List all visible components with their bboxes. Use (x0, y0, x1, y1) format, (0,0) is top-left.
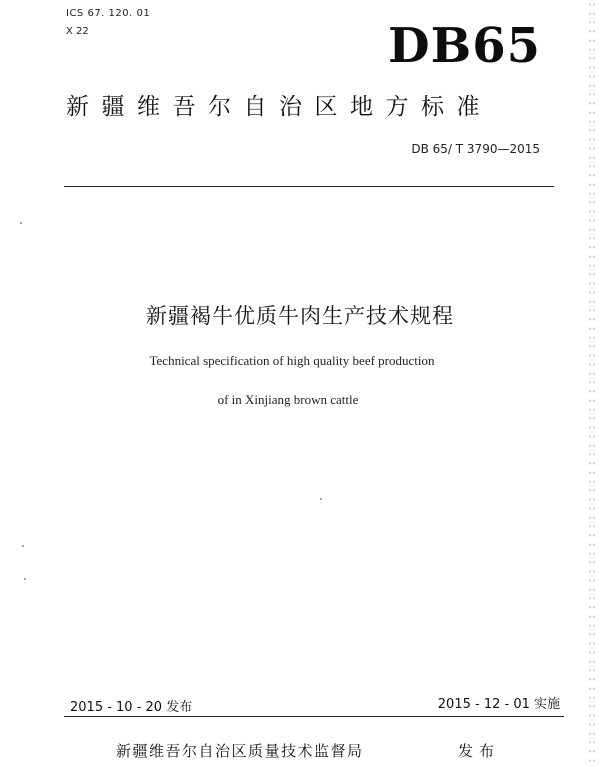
classification-code: X 22 (66, 26, 89, 37)
document-title-chinese: 新疆褐牛优质牛肉生产技术规程 (146, 304, 454, 328)
scan-edge-artifact (588, 0, 596, 767)
document-title-english-line1: Technical specification of high quality beef production (149, 353, 435, 368)
issue-label: 发布 (458, 742, 501, 760)
standard-number: DB 65/ T 3790—2015 (411, 142, 540, 156)
footer-divider (64, 716, 564, 717)
issuing-authority: 新疆维吾尔自治区质量技术监督局 (116, 742, 364, 760)
scan-speck (320, 498, 322, 500)
issue-date: 2015 - 10 - 20 发布 (70, 700, 193, 715)
ics-code: ICS 67. 120. 01 (66, 8, 151, 19)
document-title-english-line2: of in Xinjiang brown cattle (217, 392, 359, 407)
scan-speck (22, 545, 24, 547)
header-divider (64, 186, 554, 187)
scan-speck (24, 578, 26, 580)
standard-type-heading: 新疆维吾尔自治区地方标准 (66, 94, 492, 120)
db65-logo: DB65 (388, 18, 541, 74)
scan-speck (20, 222, 22, 224)
implementation-date: 2015 - 12 - 01 实施 (437, 697, 560, 712)
